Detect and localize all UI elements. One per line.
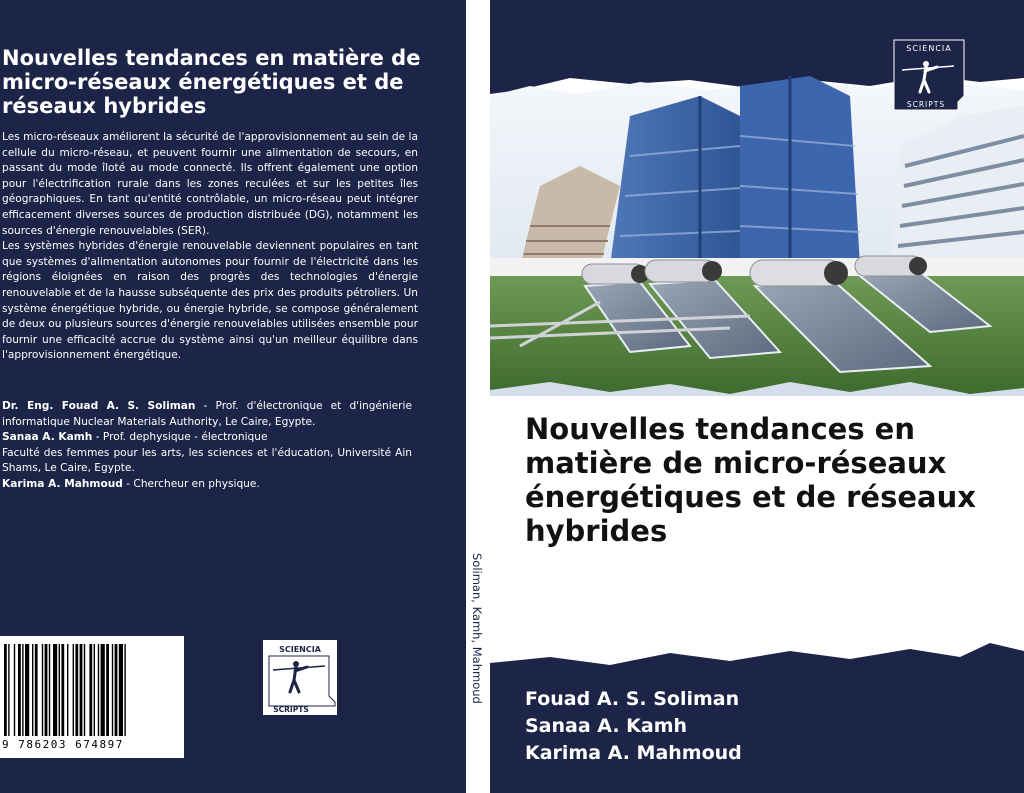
blurb-paragraph-1: Les micro-réseaux améliorent la sécurité de l'approvisionnement au sein de la cellule du micro-réseau, et peuvent fournir une alimentation de secours, en passant du mode îloté au mode connecté. Ils offrent également une option pour l'électrification rurale dans les zones reculées et sur les petites îles géographiques. En tant qu'entité contrôlable, un micro-réseau peut intégrer efficacement diverses sources de production distribuée (DG), notamment les sources d'énergie renouvelables (SER). bbox=[2, 131, 418, 237]
isbn-number: 9 786203 674897 bbox=[2, 738, 124, 751]
logo-front-bottom-text: SCRIPTS bbox=[906, 100, 946, 109]
front-author-3: Karima A. Mahmoud bbox=[525, 742, 742, 764]
back-cover bbox=[0, 0, 466, 793]
publisher-logo-front-icon bbox=[892, 36, 966, 114]
publisher-logo-front bbox=[892, 36, 966, 114]
barcode-bars bbox=[4, 644, 180, 736]
author-bio-3: Karima A. Mahmoud - Chercheur en physique. bbox=[2, 477, 260, 490]
front-author-2: Sanaa A. Kamh bbox=[525, 715, 688, 737]
author-bio-2: Sanaa A. Kamh - Prof. dephysique - électronique bbox=[2, 431, 268, 444]
author-bios bbox=[2, 399, 412, 493]
blurb-paragraph-2: Les systèmes hybrides d'énergie renouvelable deviennent populaires en tant que systèmes d'alimentation autonomes pour fournir de l'électricité dans les régions éloignées en raison des progrès des technologies d'énergie renouvelable et de la hausse subséquente des prix des produits pétroliers. Un système énergétique hybride, ou énergie hybride, se compose généralement de deux ou plusieurs sources d'énergie renouvelables utilisées ensemble pour fournir une efficacité accrue du système ainsi qu'un meilleur équilibre dans l'approvisionnement énergétique. bbox=[2, 240, 418, 362]
author-bio-2-affiliation: Faculté des femmes pour les arts, les sciences et l'éducation, Université Ain Shams, Le Caire, Egypte. bbox=[2, 446, 412, 475]
cover-photo-solar-panels bbox=[490, 76, 1024, 396]
front-author-1: Fouad A. S. Soliman bbox=[525, 688, 740, 710]
back-cover-blurb bbox=[2, 130, 418, 364]
publisher-logo-icon bbox=[263, 640, 337, 715]
isbn-barcode bbox=[0, 636, 184, 758]
back-cover-title: Nouvelles tendances en matière de micro-réseaux énergétiques et de réseaux hybrides bbox=[2, 46, 421, 118]
front-cover bbox=[490, 0, 1024, 793]
logo-bottom-text: SCRIPTS bbox=[273, 705, 309, 714]
author-bio-1: Dr. Eng. Fouad A. S. Soliman - Prof. d'électronique et d'ingénierie informatique Nuclear Materials Authority, Le Caire, Egypte. bbox=[2, 400, 412, 428]
logo-top-text: SCIENCIA bbox=[279, 645, 321, 654]
spine-authors: Soliman, Kamh, Mahmoud bbox=[470, 553, 484, 704]
logo-front-top-text: SCIENCIA bbox=[906, 44, 952, 53]
front-cover-title: Nouvelles tendances en matière de micro-réseaux énergétiques et de réseaux hybrides bbox=[525, 412, 976, 548]
publisher-logo-back bbox=[262, 639, 338, 716]
